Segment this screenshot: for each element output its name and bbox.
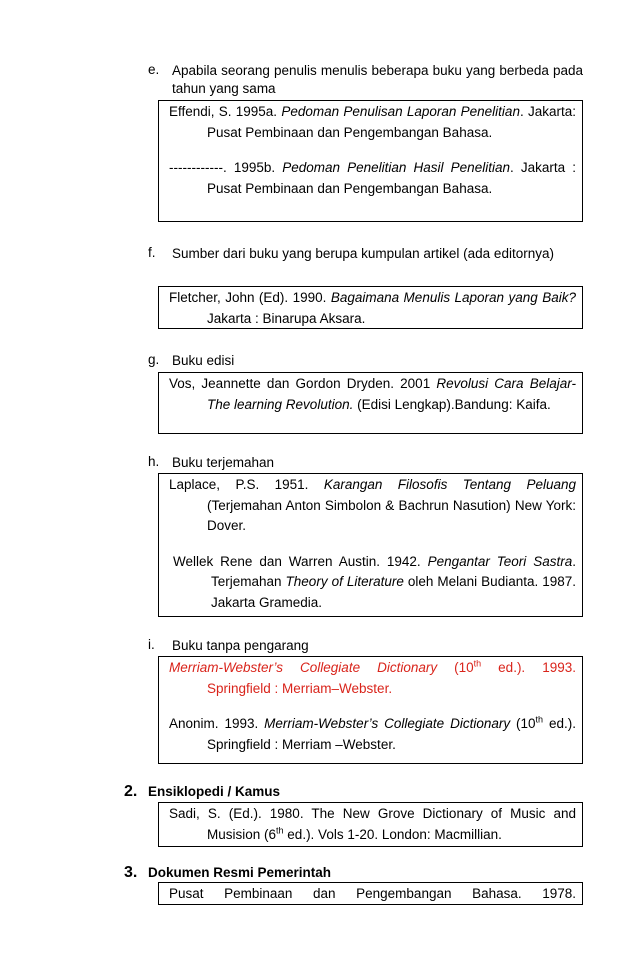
section-title: Dokumen Resmi Pemerintah (148, 865, 332, 880)
list-item-e (148, 62, 583, 98)
reference-box-e (158, 100, 583, 222)
section-2-heading (124, 783, 280, 801)
ref-author: Vos, Jeannette dan Gordon Dryden. 2001 (169, 376, 431, 391)
ref-title: Bagaimana Menulis Laporan yang Baik? (330, 290, 576, 305)
ref-publisher: ed.). 1993. Springfield : Merriam–Webster. (207, 660, 576, 696)
item-label: h. (148, 454, 160, 469)
ref-publisher: Jakarta : Binarupa Aksara. (207, 310, 366, 326)
reference-box-h (158, 473, 583, 617)
reference-box-2 (158, 802, 583, 847)
list-item-g (148, 352, 583, 370)
reference-entry (169, 374, 576, 415)
ref-title: Merriam-Webster’s Collegiate Dictionary (169, 660, 438, 675)
ref-title: Revolusi Cara Belajar- The learning Revolution. (207, 376, 576, 412)
ref-edition: (10 (510, 716, 536, 731)
ref-publisher: oleh Melani Budianta. 1987. Jakarta Gramedia. (211, 574, 577, 610)
item-description: Sumber dari buku yang berupa kumpulan artikel (ada editornya) (172, 246, 554, 261)
reference-entry (169, 288, 576, 329)
ref-edition-sup: th (276, 825, 284, 835)
item-description: Buku tanpa pengarang (172, 638, 309, 653)
reference-box-i (158, 656, 583, 764)
ref-title: Karangan Filosofis Tentang Peluang (323, 477, 576, 492)
ref-edition-sup: th (473, 658, 482, 669)
ref-author: Laplace, P.S. 1951. (169, 477, 309, 492)
ref-edition-sup: th (535, 714, 544, 725)
reference-box-3 (158, 882, 583, 905)
section-number: 2. (124, 783, 138, 800)
reference-entry (169, 102, 576, 143)
item-label: e. (148, 62, 160, 77)
ref-note: . Terjemahan (211, 553, 576, 589)
ref-publisher: (Terjemahan Anton Simbolon & Bachrun Nasution) New York: Dover. (207, 497, 576, 533)
ref-publisher: (Edisi Lengkap).Bandung: Kaifa. (353, 396, 551, 412)
reference-entry-highlighted (169, 658, 576, 699)
ref-publisher: . Jakarta: Pusat Pembinaan dan Pengembangan Bahasa. (207, 104, 576, 140)
reference-entry (169, 475, 576, 537)
ref-title: Pedoman Penelitian Hasil Penelitian (282, 160, 510, 175)
ref-title: Merriam-Webster’s Collegiate Dictionary (264, 716, 511, 731)
reference-box-g (158, 372, 583, 434)
reference-entry (173, 552, 576, 614)
ref-author: Fletcher, John (Ed). 1990. (169, 290, 327, 305)
ref-author: Anonim. 1993. (169, 716, 259, 731)
ref-publisher: . Jakarta : Pusat Pembinaan dan Pengembangan Bahasa. (207, 160, 576, 196)
item-label: i. (148, 637, 155, 652)
item-label: g. (148, 352, 160, 367)
section-3-heading (124, 864, 331, 882)
list-item-f (148, 245, 583, 263)
ref-publisher: ed.). Vols 1-20. London: Macmillian. (283, 826, 502, 842)
item-description: Buku terjemahan (172, 455, 275, 470)
ref-author: ------------. 1995b. (169, 160, 276, 175)
section-title: Ensiklopedi / Kamus (148, 784, 281, 799)
item-description: Apabila seorang penulis menulis beberapa buku yang berbeda pada tahun yang sama (172, 63, 583, 96)
list-item-h (148, 454, 583, 472)
ref-author: Effendi, S. 1995a. (169, 104, 278, 119)
ref-title: Pengantar Teori Sastra (427, 553, 573, 569)
reference-entry (169, 714, 576, 755)
item-description: Buku edisi (172, 353, 235, 368)
reference-entry (169, 804, 576, 845)
ref-text: Sadi, S. (Ed.). 1980. The New Grove Dictionary of Music and Musision (6 (169, 806, 576, 842)
list-item-i (148, 637, 583, 655)
ref-title: Pedoman Penulisan Laporan Penelitian (281, 104, 520, 119)
reference-box-f (158, 286, 583, 329)
ref-publisher: ed.). Springfield : Merriam –Webster. (207, 716, 577, 752)
ref-edition: (10 (437, 660, 474, 675)
reference-entry (169, 158, 576, 199)
ref-author: Wellek Rene dan Warren Austin. 1942. (173, 553, 421, 569)
item-label: f. (148, 245, 156, 260)
reference-entry: Pusat Pembinaan dan Pengembangan Bahasa. 1978. (169, 886, 576, 901)
section-number: 3. (124, 864, 138, 881)
ref-original-title: Theory of Literature (285, 574, 404, 589)
